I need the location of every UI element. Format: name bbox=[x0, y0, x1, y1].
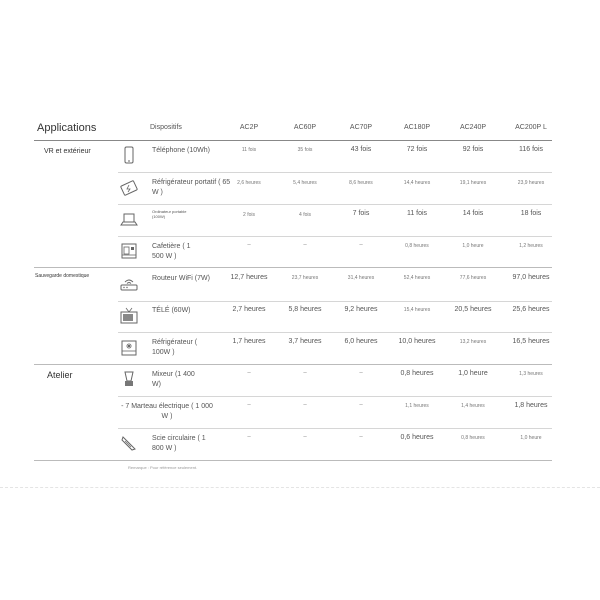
cell-value: 0,8 heures bbox=[400, 370, 434, 377]
cell-value: 1,2 heures bbox=[519, 243, 543, 249]
cell-value: 1,8 heures bbox=[514, 402, 548, 409]
row-separator bbox=[118, 236, 552, 237]
cell-value: 5,8 heures bbox=[288, 306, 322, 313]
cell-value: – bbox=[303, 370, 307, 376]
cell-value: 12,7 heures bbox=[230, 274, 268, 281]
cell-value: – bbox=[247, 242, 251, 248]
phone-icon bbox=[120, 146, 138, 164]
wifi-router-icon bbox=[120, 274, 138, 292]
cell-value: 97,0 heures bbox=[512, 274, 550, 281]
cell-value: 5,4 heures bbox=[293, 180, 317, 186]
cell-value: 13,2 heures bbox=[459, 339, 487, 345]
cell-value: 23,7 heures bbox=[291, 275, 319, 281]
device-name: Routeur WiFi (7W) bbox=[152, 275, 210, 282]
category-rv: VR et extérieur bbox=[44, 148, 91, 155]
cell-value: 23,9 heures bbox=[517, 180, 545, 186]
cell-value: 1,0 heure bbox=[458, 370, 488, 377]
table-bottom-rule bbox=[34, 460, 552, 461]
cell-value: 1,4 heures bbox=[461, 403, 485, 409]
cell-value: – bbox=[359, 402, 363, 408]
cell-value: – bbox=[303, 402, 307, 408]
cell-value: 52,4 heures bbox=[403, 275, 431, 281]
cell-value: – bbox=[247, 402, 251, 408]
cell-value: 6,0 heures bbox=[344, 338, 378, 345]
coffee-maker-icon bbox=[120, 242, 138, 260]
tv-icon bbox=[120, 307, 138, 325]
cell-value: 116 fois bbox=[519, 146, 543, 153]
device-name: Réfrigérateur portatif ( 65 W ) bbox=[152, 179, 231, 196]
cell-value: 15,4 heures bbox=[403, 307, 431, 313]
cell-value: – bbox=[247, 370, 251, 376]
cell-value: 72 fois bbox=[406, 146, 428, 153]
cell-value: – bbox=[359, 370, 363, 376]
cell-value: 77,6 heures bbox=[459, 275, 487, 281]
model-header: AC200P L bbox=[515, 124, 547, 131]
cell-value: 1,1 heures bbox=[405, 403, 429, 409]
cell-value: 2 fois bbox=[243, 212, 255, 218]
portable-fridge-icon bbox=[120, 178, 138, 196]
cell-value: – bbox=[303, 242, 307, 248]
model-header: AC2P bbox=[239, 124, 259, 131]
category-home: Sauvegarde domestique bbox=[35, 273, 90, 279]
cell-value: 25,6 heures bbox=[512, 306, 550, 313]
device-name: Mixeur (1 400 W) bbox=[152, 371, 195, 388]
cell-value: 0,8 heures bbox=[461, 435, 485, 441]
cell-value: 4 fois bbox=[299, 212, 311, 218]
circular-saw-icon bbox=[120, 434, 138, 452]
cell-value: 14 fois bbox=[462, 210, 484, 217]
cell-value: 0,6 heures bbox=[400, 434, 434, 441]
cell-value: 10,0 heures bbox=[398, 338, 436, 345]
model-header: AC240P bbox=[459, 124, 487, 131]
device-name: TÉLÉ (60W) bbox=[152, 307, 191, 314]
row-separator bbox=[118, 396, 552, 397]
page-divider bbox=[0, 487, 600, 488]
cell-value: 2,7 heures bbox=[232, 306, 266, 313]
cell-value: 35 fois bbox=[297, 147, 313, 153]
cell-value: – bbox=[359, 242, 363, 248]
page-title: Applications bbox=[37, 122, 97, 134]
blender-icon bbox=[120, 370, 138, 388]
cell-value: – bbox=[359, 434, 363, 440]
model-header: AC70P bbox=[349, 124, 373, 131]
row-separator bbox=[118, 332, 552, 333]
cell-value: 20,5 heures bbox=[454, 306, 492, 313]
cell-value: 18 fois bbox=[520, 210, 542, 217]
row-separator bbox=[118, 204, 552, 205]
cell-value: 1,0 heure bbox=[520, 435, 542, 441]
cell-value: 0,8 heures bbox=[405, 243, 429, 249]
section-rule bbox=[34, 267, 552, 268]
category-workshop: Atelier bbox=[47, 370, 73, 380]
cell-value: 1,3 heures bbox=[519, 371, 543, 377]
cell-value: 11 fois bbox=[241, 147, 257, 153]
cell-value: 2,6 heures bbox=[237, 180, 261, 186]
cell-value: 31,4 heures bbox=[347, 275, 375, 281]
device-name: Téléphone (10Wh) bbox=[152, 147, 210, 154]
cell-value: 16,5 heures bbox=[512, 338, 550, 345]
footnote: Remarque : Pour référence seulement. bbox=[128, 465, 198, 470]
cell-value: – bbox=[247, 434, 251, 440]
cell-value: 14,4 heures bbox=[403, 180, 431, 186]
cell-value: 3,7 heures bbox=[288, 338, 322, 345]
cell-value: 19,1 heures bbox=[459, 180, 487, 186]
laptop-icon bbox=[120, 211, 138, 229]
cell-value: 8,6 heures bbox=[349, 180, 373, 186]
row-separator bbox=[118, 428, 552, 429]
cell-value: 9,2 heures bbox=[344, 306, 378, 313]
cell-value: 43 fois bbox=[350, 146, 372, 153]
cell-value: 1,7 heures bbox=[232, 338, 266, 345]
cell-value: 11 fois bbox=[406, 210, 428, 217]
device-name: Scie circulaire ( 1 800 W ) bbox=[152, 435, 206, 452]
row-separator bbox=[118, 301, 552, 302]
cell-value: 92 fois bbox=[462, 146, 484, 153]
cell-value: – bbox=[303, 434, 307, 440]
model-header: AC180P bbox=[403, 124, 431, 131]
device-name: Cafetière ( 1 500 W ) bbox=[152, 243, 191, 260]
row-separator bbox=[118, 172, 552, 173]
cell-value: 1,0 heure bbox=[462, 243, 484, 249]
device-name: - 7 Marteau électrique ( 1 000 W ) bbox=[121, 403, 213, 420]
cell-value: 7 fois bbox=[352, 210, 370, 217]
devices-header: Dispositifs bbox=[150, 124, 182, 131]
fridge-icon bbox=[120, 339, 138, 357]
model-header: AC60P bbox=[293, 124, 317, 131]
device-name: Ordinateur portable (100W) bbox=[152, 209, 187, 219]
header-rule bbox=[34, 140, 552, 141]
section-rule bbox=[34, 364, 552, 365]
device-name: Réfrigérateur ( 100W ) bbox=[152, 339, 198, 356]
